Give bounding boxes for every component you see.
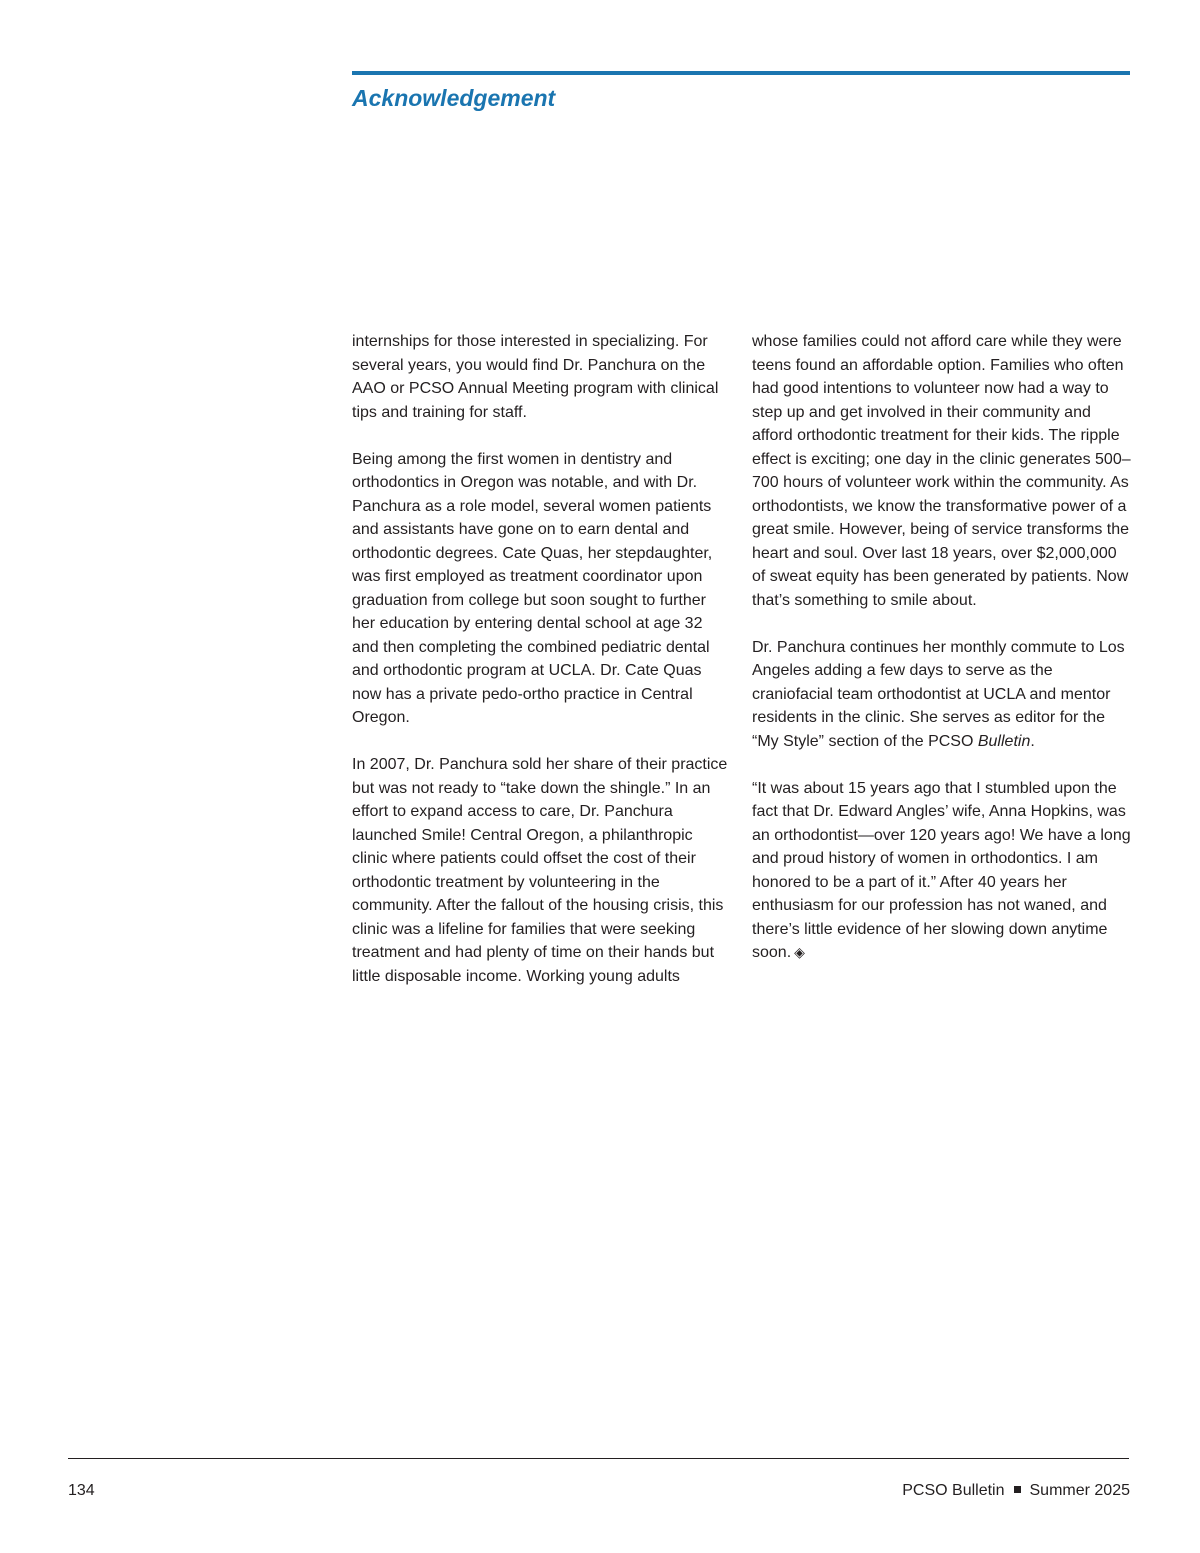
publication-title: PCSO Bulletin [902, 1482, 1005, 1499]
article-paragraph: Being among the first women in dentistry and orthodontics in Oregon was notable, and with Dr. Panchura as a role model, several women patients and assistants have gone on to earn dental and orthodontic degrees. Cate Quas, her stepdaughter, was first employed as treatment coordinator upon graduation from college but soon sought to further her education by entering dental school at age 32 and then completing the combined pediatric dental and orthodontic program at UCLA. Dr. Cate Quas now has a private pedo-ortho practice in Central Oregon. [352, 450, 713, 726]
paragraph-text: Dr. Panchura continues her monthly commute to Los Angeles adding a few days to serve as the craniofacial team orthodontist at UCLA and mentor residents in the clinic. She serves as editor for the “My Style” section of the PCSO [752, 638, 1125, 750]
article-paragraph: whose families could not afford care while they were teens found an affordable option. Families who often had good intentions to volunteer now had a way to step up and get involved in their community and afford orthodontic treatment for their kids. The ripple effect is exciting; one day in the clinic generates 500–700 hours of volunteer work within the community. As orthodontists, we know the transformative power of a great smile. However, being of service transforms the heart and soul. Over last 18 years, over $2,000,000 of sweat equity has been generated by patients. Now that’s something to smile about. [752, 333, 1131, 609]
publication-name-italic: Bulletin [977, 732, 1031, 750]
article-paragraph [752, 636, 1132, 754]
footer-rule [68, 1458, 1129, 1459]
article-paragraph: internships for those interested in specializing. For several years, you would find Dr. Panchura on the AAO or PCSO Annual Meeting program with clinical tips and training for staff. [352, 333, 719, 421]
header-rule [352, 71, 1130, 75]
section-title: Acknowledgement [352, 85, 556, 111]
square-separator-icon [1014, 1486, 1021, 1493]
article-column-left [352, 330, 732, 988]
article-paragraph: In 2007, Dr. Panchura sold her share of their practice but was not ready to “take down the shingle.” In an effort to expand access to care, Dr. Panchura launched Smile! Central Oregon, a philanthropic clinic where patients could offset the cost of their orthodontic treatment by volunteering in the community. After the fallout of the housing crisis, this clinic was a lifeline for families that were seeking treatment and had plenty of time on their hands but little disposable income. Working young adults [352, 756, 728, 985]
paragraph-text: “It was about 15 years ago that I stumbled upon the fact that Dr. Edward Angles’ wife, Anna Hopkins, was an orthodontist—over 120 years ago! We have a long and proud history of women in orthodontics. I am honored to be a part of it.” After 40 years her enthusiasm for our profession has not waned, and there’s little evidence of her slowing down anytime soon. [752, 779, 1131, 961]
issue-label: Summer 2025 [1029, 1482, 1130, 1499]
article-paragraph [752, 777, 1132, 965]
paragraph-text: . [1030, 732, 1035, 750]
end-of-article-diamond-icon: ◈ [794, 944, 805, 960]
page-number: 134 [68, 1482, 95, 1499]
article-column-right [752, 330, 1132, 965]
footer-publication [902, 1480, 1130, 1502]
